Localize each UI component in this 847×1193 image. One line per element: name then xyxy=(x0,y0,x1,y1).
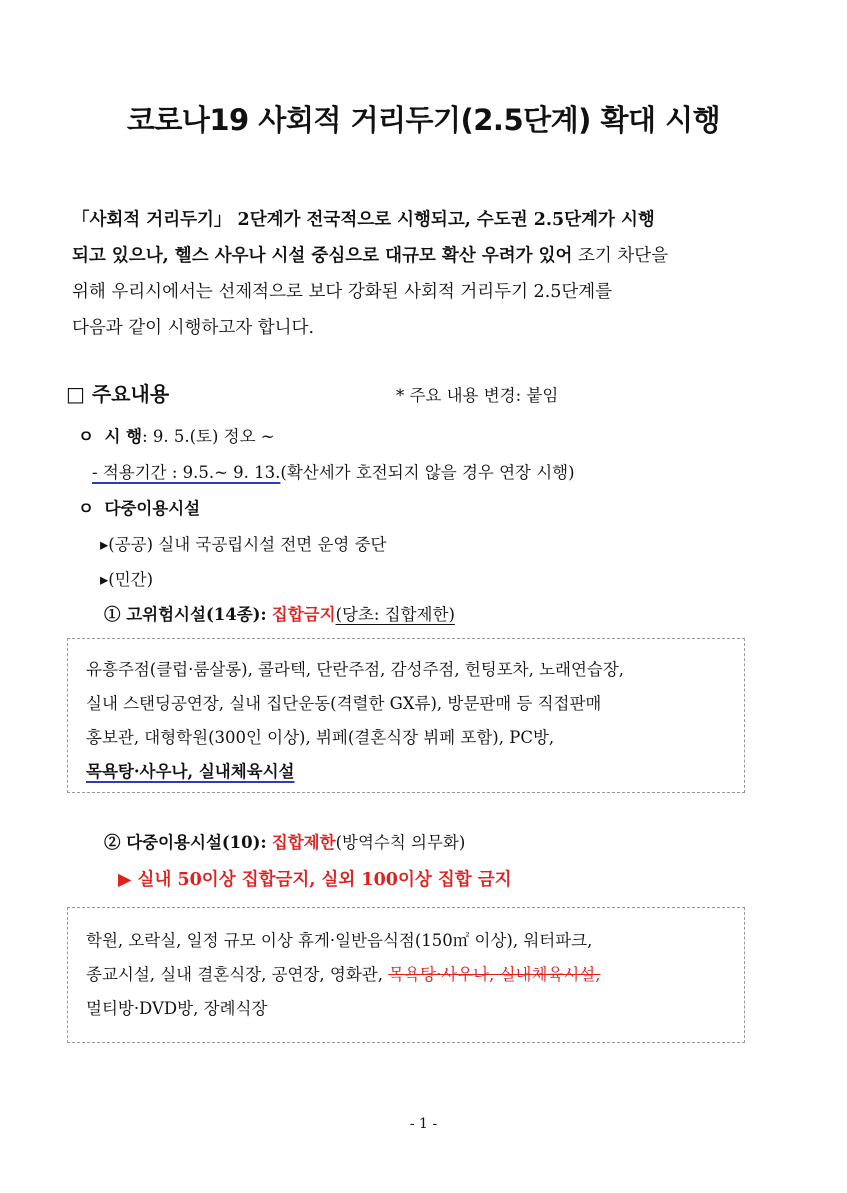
multi-use-heading xyxy=(104,829,465,853)
intro-line-3: 위해 우리시에서는 선제적으로 보다 강화된 사회적 거리두기 2.5단계를 xyxy=(72,282,613,302)
period-value: : 9. 5.(토) 정오 ~ xyxy=(142,427,275,446)
facility-label: 다중이용시설 xyxy=(104,499,201,518)
period-bullet: ㅇ xyxy=(78,427,94,446)
intro-paragraph xyxy=(72,202,762,346)
apply-period-note: (확산세가 호전되지 않을 경우 연장 시행) xyxy=(280,463,575,482)
high-risk-heading xyxy=(104,601,455,625)
multi-use-alert: ▶ 실내 50이상 집합금지, 실외 100이상 집합 금지 xyxy=(118,870,512,890)
high-risk-label: ① 고위험시설(14종): xyxy=(104,605,267,624)
multi-use-line-2-text: 종교시설, 실내 결혼식장, 공연장, 영화관, xyxy=(86,965,389,984)
high-risk-line-1: 유흥주점(클럽·룸살롱), 콜라텍, 단란주점, 감성주점, 헌팅포차, 노래연습장, xyxy=(86,660,625,679)
multi-use-line-1: 학원, 오락실, 일정 규모 이상 휴게·일반음식점(150㎡ 이상), 워터파크, xyxy=(86,931,593,950)
apply-period-item xyxy=(92,459,575,483)
high-risk-original: (당초: 집합제한) xyxy=(335,605,455,624)
intro-line-2 xyxy=(72,238,762,274)
public-facility-item: ▸(공공) 실내 국공립시설 전면 운영 중단 xyxy=(100,535,387,554)
facility-bullet: ㅇ xyxy=(78,499,94,518)
page-number: - 1 - xyxy=(409,1116,438,1132)
intro-line-1: 「사회적 거리두기」 2단계가 전국적으로 시행되고, 수도권 2.5단계가 시행 xyxy=(72,210,655,230)
intro-line-2-rest: 조기 차단을 xyxy=(572,246,669,266)
high-risk-line-4: 목욕탕·사우나, 실내체육시설 xyxy=(86,762,295,781)
intro-line-4: 다음과 같이 시행하고자 합니다. xyxy=(72,318,315,338)
section-note: * 주요 내용 변경: 붙임 xyxy=(396,386,559,405)
high-risk-status: 집합금지 xyxy=(271,605,336,624)
multi-use-label: ② 다중이용시설(10): xyxy=(104,833,267,852)
multi-use-line-2-struck: 목욕탕·사우나, 실내체육시설, xyxy=(388,965,601,984)
multi-use-status: 집합제한 xyxy=(271,833,336,852)
document-title: 코로나19 사회적 거리두기(2.5단계) 확대 시행 xyxy=(126,103,721,137)
multi-use-line-3: 멀티방·DVD방, 장례식장 xyxy=(86,999,268,1018)
period-item xyxy=(78,423,275,447)
period-label: 시 행 xyxy=(104,427,143,446)
private-facility-item: ▸(민간) xyxy=(100,570,154,589)
high-risk-box xyxy=(67,638,745,793)
section-heading: □ 주요내용 xyxy=(66,382,170,406)
multi-use-box xyxy=(67,907,745,1043)
high-risk-line-2: 실내 스탠딩공연장, 실내 집단운동(격렬한 GX류), 방문판매 등 직접판매 xyxy=(86,694,602,713)
apply-period-label: - 적용기간 : 9.5.~ 9. 13. xyxy=(92,463,281,482)
multi-use-status-note: (방역수칙 의무화) xyxy=(335,833,466,852)
multi-use-line-2 xyxy=(86,958,744,992)
high-risk-line-3: 홍보관, 대형학원(300인 이상), 뷔페(결혼식장 뷔페 포함), PC방, xyxy=(86,728,555,747)
intro-line-2-bold: 되고 있으나, 헬스 사우나 시설 중심으로 대규모 확산 우려가 있어 xyxy=(72,246,573,266)
facility-item xyxy=(78,495,200,519)
